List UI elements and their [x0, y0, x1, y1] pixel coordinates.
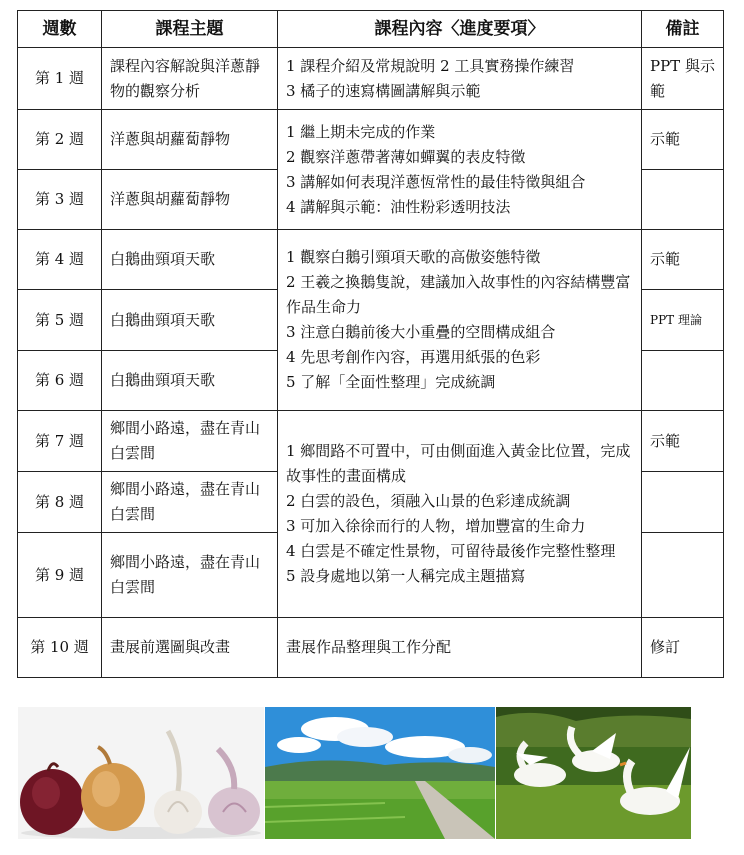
- content-line: 畫展作品整理與工作分配: [286, 638, 452, 656]
- table-row: [18, 411, 724, 472]
- content-cell: [278, 230, 642, 411]
- week-cell: 第 9 週: [18, 533, 102, 618]
- note-cell: [642, 170, 724, 230]
- topic-cell: 畫展前選圖與改畫: [102, 618, 278, 678]
- header-note: 備註: [642, 11, 724, 48]
- content-line: 2 觀察洋蔥帶著薄如蟬翼的表皮特徵: [286, 147, 526, 166]
- week-cell: 第 3 週: [18, 170, 102, 230]
- week-cell: 第 6 週: [18, 351, 102, 411]
- content-line: 1 課程介紹及常規說明 2 工具實務操作練習: [286, 56, 575, 75]
- content-line: 4 講解與示範：油性粉彩透明技法: [286, 197, 511, 216]
- topic-cell: 洋蔥與胡蘿蔔靜物: [102, 110, 278, 170]
- note-cell: PPT 與示範: [642, 48, 724, 110]
- content-line: 2 王羲之換鵝隻說，建議加入故事性的內容結構豐富作品生命力: [286, 273, 631, 316]
- content-cell: [278, 618, 642, 678]
- header-week: 週數: [18, 11, 102, 48]
- content-line: 5 了解「全面性整理」完成統調: [286, 373, 496, 391]
- note-cell: [642, 351, 724, 411]
- table-row: [18, 110, 724, 170]
- week-cell: 第 5 週: [18, 290, 102, 351]
- content-line: 1 鄉間路不可置中，可由側面進入黃金比位置，完成故事性的畫面構成: [286, 442, 631, 485]
- topic-cell: 鄉間小路遠，盡在青山白雲間: [102, 411, 278, 472]
- week-cell: 第 2 週: [18, 110, 102, 170]
- content-line: 3 講解如何表現洋蔥恆常性的最佳特徵與組合: [286, 172, 586, 191]
- header-content: 課程內容〈進度要項〉: [278, 11, 642, 48]
- countryside-road-photo: [265, 707, 495, 839]
- header-topic: 課程主題: [102, 11, 278, 48]
- note-cell: 示範: [642, 110, 724, 170]
- content-cell: [278, 48, 642, 110]
- table-header-row: [18, 11, 724, 48]
- note-cell: 示範: [642, 230, 724, 290]
- content-line: 4 先思考創作內容，再選用紙張的色彩: [286, 348, 541, 366]
- photo-strip: [18, 707, 691, 839]
- note-cell: [642, 472, 724, 533]
- topic-cell: 洋蔥與胡蘿蔔靜物: [102, 170, 278, 230]
- topic-cell: 白鵝曲頸項天歌: [102, 351, 278, 411]
- week-cell: 第 7 週: [18, 411, 102, 472]
- content-cell: [278, 411, 642, 618]
- topic-cell: 白鵝曲頸項天歌: [102, 290, 278, 351]
- note-cell: 示範: [642, 411, 724, 472]
- content-line: 1 觀察白鵝引頸項天歌的高傲姿態特徵: [286, 248, 541, 266]
- content-line: 5 設身處地以第一人稱完成主題描寫: [286, 567, 526, 585]
- week-cell: 第 10 週: [18, 618, 102, 678]
- content-line: 4 白雲是不確定性景物，可留待最後作完整性整理: [286, 542, 616, 560]
- topic-cell: 鄉間小路遠，盡在青山白雲間: [102, 533, 278, 618]
- note-cell: 修訂: [642, 618, 724, 678]
- content-line: 2 白雲的設色，須融入山景的色彩達成統調: [286, 492, 571, 510]
- week-cell: 第 4 週: [18, 230, 102, 290]
- week-cell: 第 1 週: [18, 48, 102, 110]
- topic-cell: 鄉間小路遠，盡在青山白雲間: [102, 472, 278, 533]
- content-line: 1 繼上期未完成的作業: [286, 122, 436, 141]
- content-line: 3 可加入徐徐而行的人物，增加豐富的生命力: [286, 517, 586, 535]
- content-line: 3 橘子的速寫構圖講解與示範: [286, 81, 481, 100]
- course-schedule-table: [17, 10, 724, 678]
- note-cell: [642, 533, 724, 618]
- topic-cell: 課程內容解說與洋蔥靜物的觀察分析: [102, 48, 278, 110]
- week-cell: 第 8 週: [18, 472, 102, 533]
- topic-cell: 白鵝曲頸項天歌: [102, 230, 278, 290]
- note-cell: PPT 理論: [642, 290, 724, 351]
- table-row: [18, 48, 724, 110]
- table-row: [18, 230, 724, 290]
- content-line: 3 注意白鵝前後大小重疊的空間構成組合: [286, 323, 556, 341]
- white-geese-photo: [496, 707, 691, 839]
- table-row: [18, 618, 724, 678]
- content-cell: [278, 110, 642, 230]
- onion-garlic-photo: [18, 707, 264, 839]
